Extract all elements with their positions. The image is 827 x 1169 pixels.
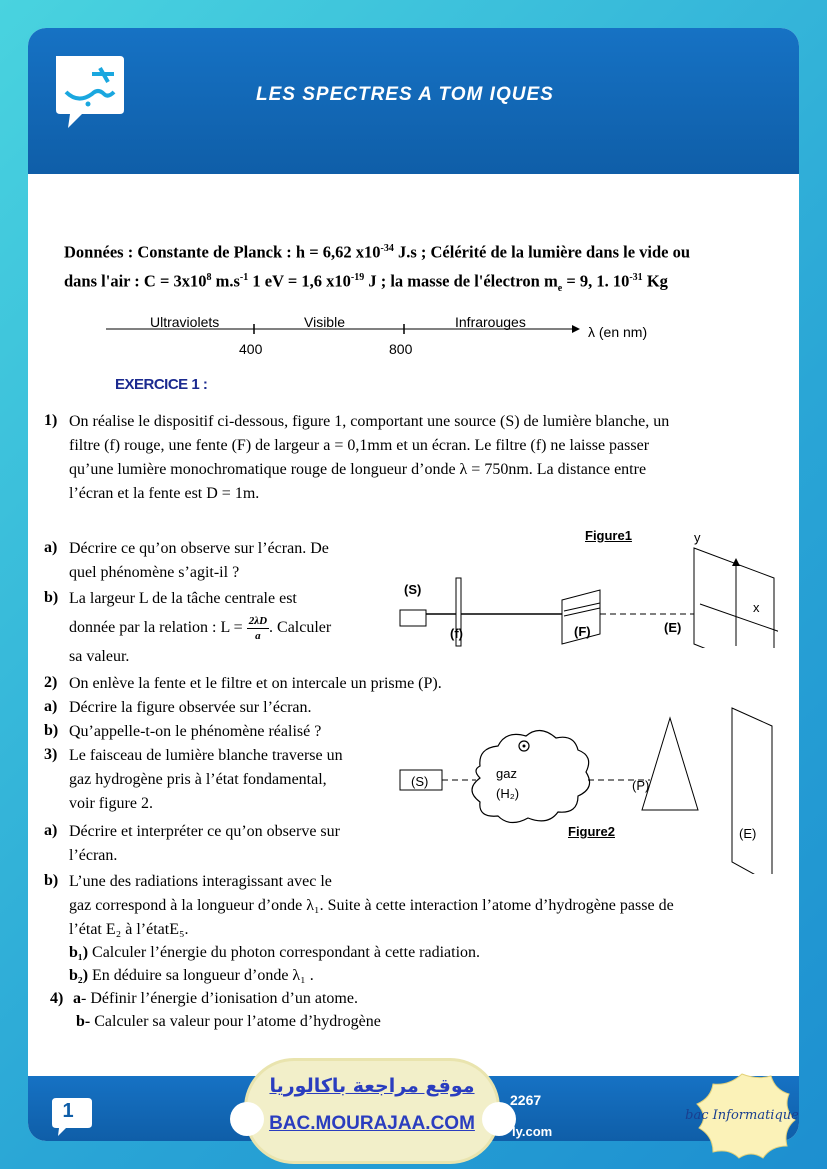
q2a-text: Décrire la figure observée sur l’écran.: [69, 699, 312, 716]
mouraja-watermark: [244, 1058, 500, 1164]
fig2-gas-label: gaz: [496, 766, 517, 781]
footer-partial-number: 2267: [510, 1092, 542, 1108]
bac-informatique-text: bac Informatique: [685, 1108, 799, 1123]
fig1-filter-label: (f): [450, 626, 463, 641]
ir-label: Infrarouges: [455, 314, 526, 330]
fig2-screen-label: (E): [739, 826, 757, 841]
header-banner: [28, 28, 799, 174]
mouraja-arabic: موقع مراجعة باكالوريا: [269, 1075, 475, 1097]
exercise-title: EXERCICE 1 :: [115, 376, 208, 393]
q4-number: 4): [50, 990, 64, 1007]
q3b2-text: b₂) En déduire sa longueur d’onde λ₁ .: [69, 967, 314, 984]
q3a-text: Décrire et interpréter ce qu’on observe sur l’écran.: [69, 823, 340, 864]
q3b1-text: b₁) Calculer l’énergie du photon correspondant à cette radiation.: [69, 944, 481, 961]
mouraja-left-icon: [230, 1102, 264, 1136]
tick-800: 800: [389, 341, 413, 357]
q1-number: 1): [44, 412, 58, 429]
visible-label: Visible: [304, 314, 345, 330]
data-constants: [64, 236, 784, 300]
fig1-source-label: (S): [404, 582, 422, 597]
fig1-axis-y: y: [694, 530, 701, 545]
q3-text: Le faisceau de lumière blanche traverse un gaz hydrogène pris à l’état fondamental, voir figure 2.: [69, 747, 343, 812]
fig1-slit-label: (F): [574, 624, 591, 639]
mouraja-right-icon: [482, 1102, 516, 1136]
qa-text: Décrire ce qu’on observe sur l’écran. De quel phénomène s’agit-il ?: [69, 540, 329, 581]
qb-number: b): [44, 589, 59, 606]
mouraja-site: BAC.MOURAJAA.COM: [269, 1113, 475, 1134]
constants-line-2: dans l'air : $C = 3x10^8$ $m.s^{-1}$ 1 eV = 1,6 $x10^{-19}$ J ; la masse de l'électron $m_e = 9$, 1. $10^{-31}$ Kg: [64, 271, 668, 294]
constants-line-1: Données : Constante de Planck : h = 6,62 $x10^{-34}$ J.s ; Célérité de la lumière dans le vide ou: [64, 242, 691, 262]
qb-text: La largeur L de la tâche centrale est donnée par la relation : L = $\frac{2\lambda D}{a}$ . Calculer sa valeur.: [69, 590, 332, 665]
q3a-number: a): [44, 822, 58, 839]
q2-text: On enlève la fente et le filtre et on intercale un prisme (P).: [69, 675, 442, 692]
fig2-prism-label: (P): [632, 778, 650, 793]
figure-2-title: Figure2: [568, 824, 615, 839]
q2a-number: a): [44, 698, 58, 715]
q4b-text: b- Calculer sa valeur pour l’atome d’hydrogène: [76, 1013, 381, 1030]
app-logo-icon: [48, 48, 128, 132]
q2-number: 2): [44, 674, 58, 691]
tick-400: 400: [239, 341, 263, 357]
fig2-gas-formula: (H₂): [496, 786, 520, 801]
fig1-screen-label: (E): [664, 620, 682, 635]
fig1-axis-x: x: [753, 600, 760, 615]
q4a-text: a- Définir l’énergie d’ionisation d’un atome.: [73, 990, 358, 1007]
page-sheet: [28, 28, 799, 1141]
page-number-badge: [48, 1094, 96, 1138]
uv-label: Ultraviolets: [150, 314, 220, 330]
axis-unit: λ (en nm): [588, 324, 648, 340]
page-number: 1: [62, 1100, 74, 1122]
fig2-source-label: (S): [411, 774, 429, 789]
q3b-number: b): [44, 872, 59, 889]
q2b-text: Qu’appelle-t-on le phénomène réalisé ?: [69, 723, 322, 740]
figure-1-title: Figure1: [585, 528, 632, 543]
q1-text: On réalise le dispositif ci-dessous, figure 1, comportant une source (S) de lumière blanche, un filtre (f) rouge, une fente (F) de largeur a = 0,1mm et un écran. Le filtre (f) ne laisse passer qu’une lumière monochromatique rouge de longueur d’onde λ = 750nm. La distance entre l’écran et la fente est D = 1m.: [69, 413, 670, 502]
bac-informatique-badge: [683, 1070, 801, 1162]
figure-2-diagram: [398, 704, 798, 874]
q3b-text: L’une des radiations interagissant avec le gaz correspond à la longueur d’onde λ₁. Suite à cette interaction l’atome d’hydrogène passe de l’état E₂ à l’étatE₅.: [69, 873, 674, 938]
footer-partial-site: ly.com: [512, 1124, 553, 1139]
q2b-number: b): [44, 722, 59, 739]
page-title: LES SPECTRES A TOM IQUES: [256, 84, 554, 105]
q3-number: 3): [44, 746, 58, 763]
qa-number: a): [44, 539, 58, 556]
